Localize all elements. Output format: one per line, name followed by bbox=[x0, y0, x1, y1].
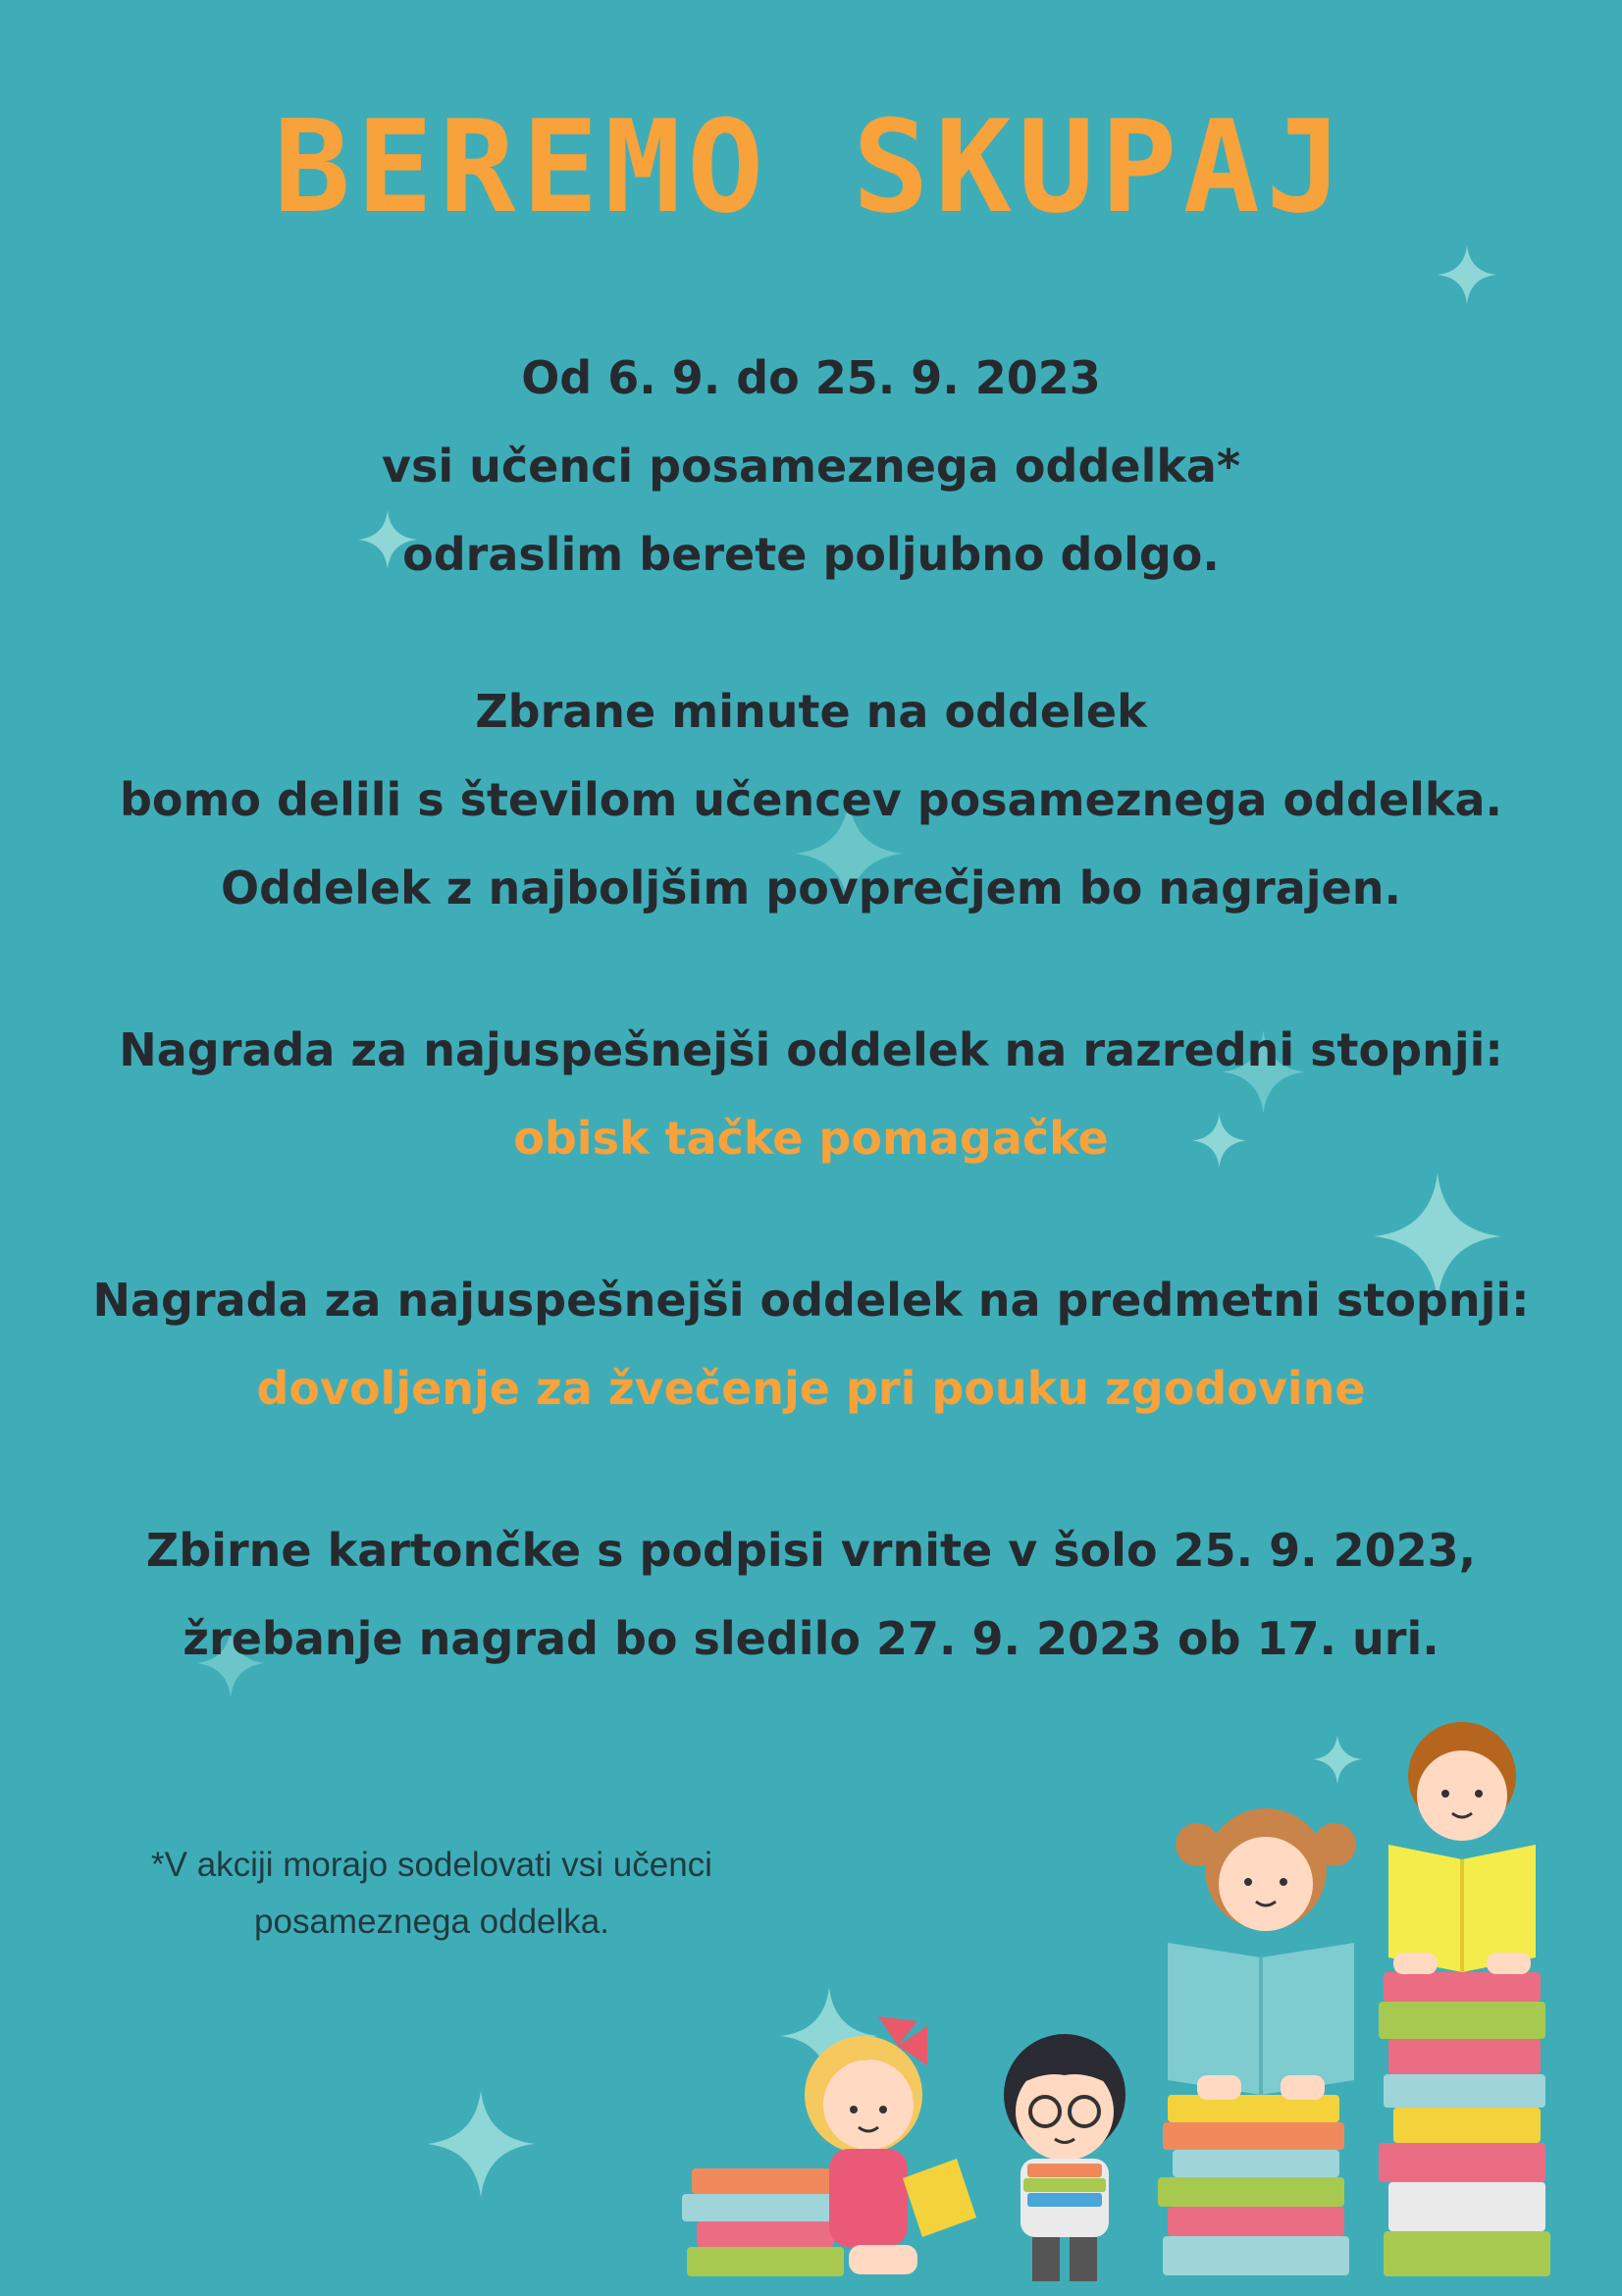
book-stack-middle bbox=[1158, 2095, 1349, 2275]
intro-line: Od 6. 9. do 25. 9. 2023 bbox=[521, 351, 1101, 404]
book-stack-right bbox=[1379, 1972, 1550, 2276]
rules-paragraph bbox=[0, 667, 1622, 932]
prize-lower-paragraph bbox=[0, 1006, 1622, 1182]
sparkle-icon bbox=[1438, 245, 1496, 304]
children-reading-illustration bbox=[667, 1707, 1609, 2296]
intro-paragraph bbox=[0, 334, 1622, 599]
footnote-line: *V akciji morajo sodelovati vsi učenci bbox=[151, 1846, 712, 1884]
rules-line: Oddelek z najboljšim povprečjem bo nagrajen. bbox=[221, 861, 1401, 914]
page-title: BEREMO SKUPAJ bbox=[273, 92, 1349, 241]
boy-with-glasses bbox=[1004, 2034, 1125, 2281]
prize-upper-paragraph bbox=[0, 1256, 1622, 1433]
closing-paragraph bbox=[0, 1506, 1622, 1683]
intro-line: vsi učenci posameznega oddelka* bbox=[381, 440, 1241, 493]
prize-lower-label: Nagrada za najuspešnejši oddelek na razredni stopnji: bbox=[119, 1023, 1503, 1076]
prize-lower-value: obisk tačke pomagačke bbox=[513, 1112, 1109, 1165]
boy-reading-top bbox=[1388, 1722, 1536, 1974]
book-stack-left bbox=[682, 2168, 844, 2276]
closing-line: žrebanje nagrad bo sledilo 27. 9. 2023 ob 17. uri. bbox=[183, 1612, 1439, 1665]
girl-pigtails-reading bbox=[1168, 1808, 1356, 2100]
footnote bbox=[147, 1837, 716, 1951]
intro-line: odraslim berete poljubno dolgo. bbox=[402, 528, 1220, 581]
rules-line: Zbrane minute na oddelek bbox=[475, 685, 1147, 738]
rules-line: bomo delili s številom učencev posameznega oddelka. bbox=[119, 773, 1503, 826]
closing-line: Zbirne kartončke s podpisi vrnite v šolo 25. 9. 2023, bbox=[145, 1524, 1477, 1577]
prize-upper-value: dovoljenje za žvečenje pri pouku zgodovine bbox=[256, 1362, 1366, 1415]
footnote-line: posameznega oddelka. bbox=[254, 1903, 609, 1941]
prize-upper-label: Nagrada za najuspešnejši oddelek na predmetni stopnji: bbox=[92, 1274, 1530, 1327]
sparkle-icon bbox=[427, 2090, 535, 2198]
